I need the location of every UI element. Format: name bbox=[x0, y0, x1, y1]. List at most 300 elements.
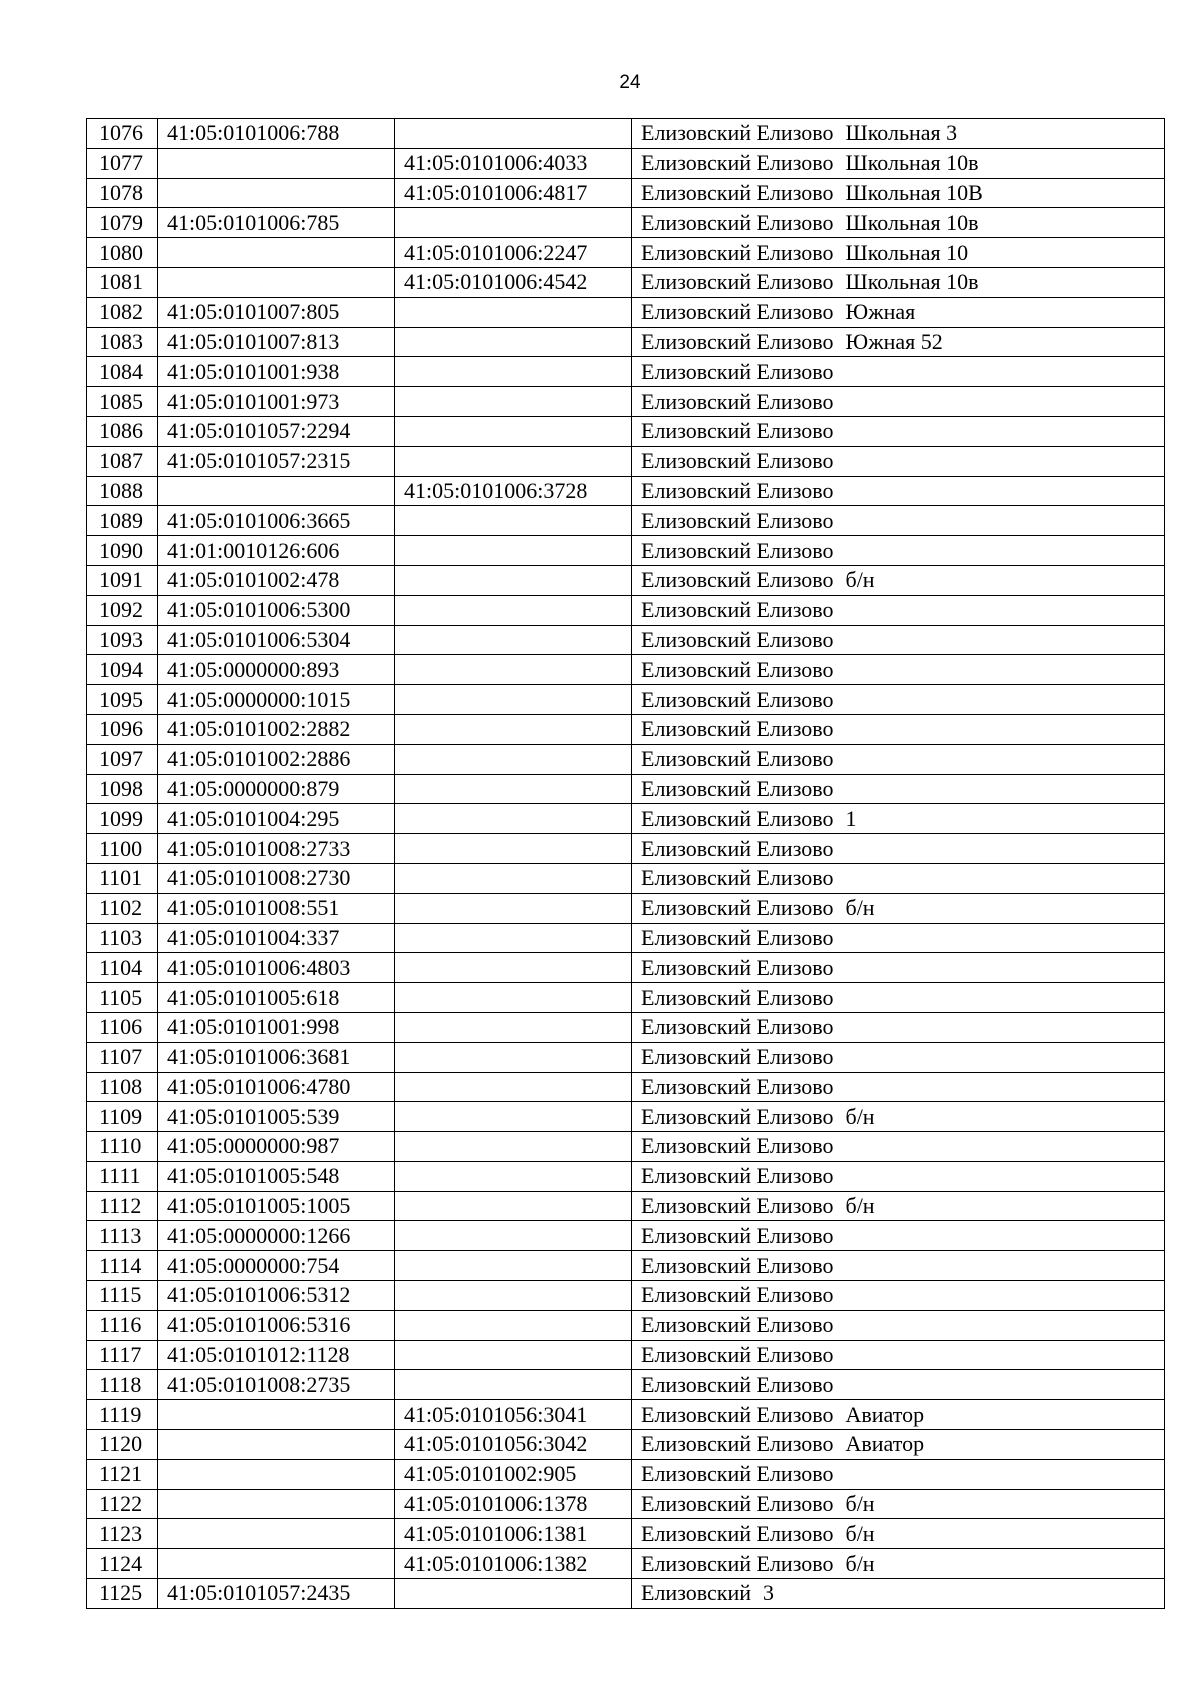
cadastral-number-cell: 41:05:0101002:478 bbox=[158, 565, 395, 595]
address-street: б/н bbox=[845, 1193, 875, 1219]
address-locality: Елизовский Елизово bbox=[641, 805, 834, 831]
address-locality: Елизовский Елизово bbox=[641, 418, 834, 444]
cadastral-number-alt-cell bbox=[395, 1132, 632, 1162]
cadastral-number-alt-cell bbox=[395, 923, 632, 953]
cadastral-number-cell: 41:05:0101006:3681 bbox=[158, 1042, 395, 1072]
table-row bbox=[87, 357, 1165, 387]
table-row bbox=[87, 119, 1165, 149]
cadastral-number-alt-cell bbox=[395, 834, 632, 864]
row-number-cell: 1076 bbox=[87, 119, 158, 149]
address-street: б/н bbox=[845, 567, 875, 593]
cadastral-number-alt-cell bbox=[395, 416, 632, 446]
address-cell bbox=[632, 1102, 1165, 1132]
row-number-cell: 1077 bbox=[87, 148, 158, 178]
address-cell bbox=[632, 1132, 1165, 1162]
address-locality: Елизовский Елизово bbox=[641, 924, 834, 950]
row-number-cell: 1113 bbox=[87, 1221, 158, 1251]
table-row bbox=[87, 893, 1165, 923]
table-row bbox=[87, 714, 1165, 744]
address-locality: Елизовский Елизово bbox=[641, 746, 834, 772]
cadastral-number-alt-cell: 41:05:0101056:3041 bbox=[395, 1400, 632, 1430]
address-street: 1 bbox=[845, 805, 857, 831]
table-row bbox=[87, 923, 1165, 953]
table-row bbox=[87, 953, 1165, 983]
table-row bbox=[87, 655, 1165, 685]
cadastral-number-alt-cell bbox=[395, 1579, 632, 1609]
cadastral-number-cell bbox=[158, 267, 395, 297]
table-row bbox=[87, 744, 1165, 774]
table-row bbox=[87, 1132, 1165, 1162]
address-street: Авиатор bbox=[845, 1401, 925, 1427]
address-cell bbox=[632, 1340, 1165, 1370]
cadastral-number-alt-cell bbox=[395, 1221, 632, 1251]
cadastral-number-cell: 41:05:0101005:548 bbox=[158, 1161, 395, 1191]
table-row bbox=[87, 804, 1165, 834]
cadastral-number-alt-cell bbox=[395, 893, 632, 923]
address-locality: Елизовский Елизово bbox=[641, 1312, 834, 1338]
cadastral-number-cell bbox=[158, 1400, 395, 1430]
cadastral-number-cell bbox=[158, 1459, 395, 1489]
address-locality: Елизовский Елизово bbox=[641, 239, 834, 265]
cadastral-number-cell: 41:05:0101006:5316 bbox=[158, 1310, 395, 1340]
row-number-cell: 1123 bbox=[87, 1519, 158, 1549]
table-row bbox=[87, 476, 1165, 506]
address-street: Школьная 3 bbox=[845, 120, 958, 146]
row-number-cell: 1088 bbox=[87, 476, 158, 506]
table-row bbox=[87, 506, 1165, 536]
cadastral-number-cell: 41:05:0101008:2735 bbox=[158, 1370, 395, 1400]
address-locality: Елизовский Елизово bbox=[641, 1401, 834, 1427]
table-row bbox=[87, 416, 1165, 446]
cadastral-number-cell bbox=[158, 178, 395, 208]
page-number: 24 bbox=[619, 72, 641, 93]
row-number-cell: 1101 bbox=[87, 863, 158, 893]
address-cell bbox=[632, 1281, 1165, 1311]
address-street: б/н bbox=[845, 1103, 875, 1129]
table-row bbox=[87, 1400, 1165, 1430]
cadastral-number-alt-cell bbox=[395, 327, 632, 357]
address-locality: Елизовский Елизово bbox=[641, 179, 834, 205]
cadastral-number-alt-cell bbox=[395, 1251, 632, 1281]
address-locality: Елизовский Елизово bbox=[641, 1193, 834, 1219]
row-number-cell: 1094 bbox=[87, 655, 158, 685]
table-row bbox=[87, 1459, 1165, 1489]
cadastral-number-cell: 41:05:0101002:2882 bbox=[158, 714, 395, 744]
row-number-cell: 1095 bbox=[87, 685, 158, 715]
cadastral-number-alt-cell bbox=[395, 625, 632, 655]
cadastral-number-alt-cell bbox=[395, 1191, 632, 1221]
row-number-cell: 1111 bbox=[87, 1161, 158, 1191]
row-number-cell: 1124 bbox=[87, 1549, 158, 1579]
table-row bbox=[87, 1549, 1165, 1579]
address-cell bbox=[632, 357, 1165, 387]
address-cell bbox=[632, 744, 1165, 774]
address-street: Авиатор bbox=[845, 1431, 925, 1457]
cadastral-number-alt-cell bbox=[395, 774, 632, 804]
address-cell bbox=[632, 893, 1165, 923]
cadastral-number-cell: 41:05:0000000:1266 bbox=[158, 1221, 395, 1251]
table-row bbox=[87, 446, 1165, 476]
address-cell bbox=[632, 1310, 1165, 1340]
address-locality: Елизовский Елизово bbox=[641, 1073, 834, 1099]
address-locality: Елизовский Елизово bbox=[641, 1491, 834, 1517]
table-row bbox=[87, 536, 1165, 566]
address-locality: Елизовский Елизово bbox=[641, 626, 834, 652]
table-row bbox=[87, 1430, 1165, 1460]
address-street: 3 bbox=[763, 1580, 775, 1606]
table-row bbox=[87, 1251, 1165, 1281]
cadastral-number-alt-cell bbox=[395, 357, 632, 387]
address-cell bbox=[632, 1012, 1165, 1042]
cadastral-number-cell bbox=[158, 1430, 395, 1460]
row-number-cell: 1121 bbox=[87, 1459, 158, 1489]
cadastral-number-cell: 41:05:0101005:1005 bbox=[158, 1191, 395, 1221]
address-street: Школьная 10в bbox=[845, 150, 979, 176]
cadastral-number-cell: 41:05:0101006:5300 bbox=[158, 595, 395, 625]
table-row bbox=[87, 774, 1165, 804]
row-number-cell: 1114 bbox=[87, 1251, 158, 1281]
row-number-cell: 1097 bbox=[87, 744, 158, 774]
address-locality: Елизовский Елизово bbox=[641, 775, 834, 801]
address-locality: Елизовский Елизово bbox=[641, 1282, 834, 1308]
address-locality: Елизовский Елизово bbox=[641, 1103, 834, 1129]
row-number-cell: 1079 bbox=[87, 208, 158, 238]
row-number-cell: 1103 bbox=[87, 923, 158, 953]
cadastral-number-alt-cell bbox=[395, 208, 632, 238]
address-cell bbox=[632, 446, 1165, 476]
cadastral-number-cell: 41:05:0101008:551 bbox=[158, 893, 395, 923]
cadastral-number-cell: 41:05:0101057:2435 bbox=[158, 1579, 395, 1609]
cadastral-number-cell bbox=[158, 238, 395, 268]
cadastral-number-cell: 41:05:0101006:4780 bbox=[158, 1072, 395, 1102]
row-number-cell: 1098 bbox=[87, 774, 158, 804]
cadastral-number-alt-cell bbox=[395, 714, 632, 744]
address-locality: Елизовский Елизово bbox=[641, 1222, 834, 1248]
address-locality: Елизовский Елизово bbox=[641, 448, 834, 474]
address-cell bbox=[632, 625, 1165, 655]
cadastral-number-cell: 41:05:0101008:2730 bbox=[158, 863, 395, 893]
row-number-cell: 1122 bbox=[87, 1489, 158, 1519]
cadastral-number-cell: 41:05:0101012:1128 bbox=[158, 1340, 395, 1370]
address-locality: Елизовский Елизово bbox=[641, 507, 834, 533]
address-locality: Елизовский Елизово bbox=[641, 209, 834, 235]
address-locality: Елизовский Елизово bbox=[641, 1252, 834, 1278]
cadastral-number-cell: 41:05:0101005:539 bbox=[158, 1102, 395, 1132]
row-number-cell: 1084 bbox=[87, 357, 158, 387]
address-street: б/н bbox=[845, 1491, 875, 1517]
cadastral-number-alt-cell bbox=[395, 1012, 632, 1042]
cadastral-number-alt-cell: 41:05:0101006:1378 bbox=[395, 1489, 632, 1519]
address-street: Южная bbox=[845, 299, 916, 325]
address-locality: Елизовский Елизово bbox=[641, 537, 834, 563]
row-number-cell: 1112 bbox=[87, 1191, 158, 1221]
address-locality: Елизовский Елизово bbox=[641, 1133, 834, 1159]
cadastral-number-cell: 41:05:0101001:998 bbox=[158, 1012, 395, 1042]
address-locality: Елизовский bbox=[641, 1580, 752, 1606]
cadastral-number-alt-cell bbox=[395, 953, 632, 983]
cadastral-number-alt-cell: 41:05:0101056:3042 bbox=[395, 1430, 632, 1460]
table-row bbox=[87, 297, 1165, 327]
table-row bbox=[87, 1012, 1165, 1042]
cadastral-number-cell: 41:05:0000000:893 bbox=[158, 655, 395, 685]
table-row bbox=[87, 1489, 1165, 1519]
table-row bbox=[87, 983, 1165, 1013]
cadastral-number-alt-cell: 41:05:0101006:1381 bbox=[395, 1519, 632, 1549]
address-locality: Елизовский Елизово bbox=[641, 716, 834, 742]
address-cell bbox=[632, 953, 1165, 983]
table-row bbox=[87, 267, 1165, 297]
cadastral-number-alt-cell bbox=[395, 119, 632, 149]
address-cell bbox=[632, 655, 1165, 685]
row-number-cell: 1090 bbox=[87, 536, 158, 566]
cadastral-number-cell bbox=[158, 476, 395, 506]
address-street: Школьная 10 bbox=[845, 239, 969, 265]
cadastral-number-alt-cell bbox=[395, 1281, 632, 1311]
address-cell bbox=[632, 774, 1165, 804]
table-row bbox=[87, 1340, 1165, 1370]
cadastral-number-cell bbox=[158, 148, 395, 178]
address-locality: Елизовский Елизово bbox=[641, 895, 834, 921]
address-cell bbox=[632, 178, 1165, 208]
cadastral-number-cell: 41:05:0000000:879 bbox=[158, 774, 395, 804]
cadastral-number-alt-cell bbox=[395, 1102, 632, 1132]
address-cell bbox=[632, 1161, 1165, 1191]
address-locality: Елизовский Елизово bbox=[641, 1461, 834, 1487]
address-cell bbox=[632, 1042, 1165, 1072]
address-locality: Елизовский Елизово bbox=[641, 328, 834, 354]
table-row bbox=[87, 1281, 1165, 1311]
address-cell bbox=[632, 536, 1165, 566]
address-cell bbox=[632, 1251, 1165, 1281]
address-cell bbox=[632, 1072, 1165, 1102]
row-number-cell: 1086 bbox=[87, 416, 158, 446]
address-locality: Елизовский Елизово bbox=[641, 686, 834, 712]
cadastral-number-alt-cell bbox=[395, 297, 632, 327]
cadastral-number-alt-cell: 41:05:0101002:905 bbox=[395, 1459, 632, 1489]
cadastral-number-alt-cell bbox=[395, 565, 632, 595]
row-number-cell: 1104 bbox=[87, 953, 158, 983]
table-body bbox=[87, 119, 1165, 1609]
cadastral-number-alt-cell bbox=[395, 1072, 632, 1102]
row-number-cell: 1120 bbox=[87, 1430, 158, 1460]
row-number-cell: 1110 bbox=[87, 1132, 158, 1162]
table-row bbox=[87, 1102, 1165, 1132]
row-number-cell: 1099 bbox=[87, 804, 158, 834]
address-cell bbox=[632, 1400, 1165, 1430]
table-row bbox=[87, 1042, 1165, 1072]
row-number-cell: 1080 bbox=[87, 238, 158, 268]
cadastral-number-cell: 41:05:0101004:337 bbox=[158, 923, 395, 953]
address-cell bbox=[632, 1549, 1165, 1579]
row-number-cell: 1109 bbox=[87, 1102, 158, 1132]
address-locality: Елизовский Елизово bbox=[641, 150, 834, 176]
cadastral-number-alt-cell bbox=[395, 1340, 632, 1370]
cadastral-number-alt-cell: 41:05:0101006:4033 bbox=[395, 148, 632, 178]
cadastral-number-alt-cell bbox=[395, 1310, 632, 1340]
address-locality: Елизовский Елизово bbox=[641, 269, 834, 295]
cadastral-number-alt-cell bbox=[395, 804, 632, 834]
cadastral-number-cell: 41:05:0101004:295 bbox=[158, 804, 395, 834]
row-number-cell: 1078 bbox=[87, 178, 158, 208]
address-cell bbox=[632, 1519, 1165, 1549]
address-street: Школьная 10в bbox=[845, 269, 979, 295]
table-row bbox=[87, 595, 1165, 625]
row-number-cell: 1117 bbox=[87, 1340, 158, 1370]
address-street: Школьная 10в bbox=[845, 209, 979, 235]
table-row bbox=[87, 834, 1165, 864]
address-cell bbox=[632, 923, 1165, 953]
table-row bbox=[87, 1579, 1165, 1609]
address-street: б/н bbox=[845, 1550, 875, 1576]
address-locality: Елизовский Елизово bbox=[641, 597, 834, 623]
row-number-cell: 1106 bbox=[87, 1012, 158, 1042]
table-row bbox=[87, 685, 1165, 715]
table-row bbox=[87, 1221, 1165, 1251]
row-number-cell: 1100 bbox=[87, 834, 158, 864]
address-locality: Елизовский Елизово bbox=[641, 1342, 834, 1368]
table-row bbox=[87, 148, 1165, 178]
table-row bbox=[87, 565, 1165, 595]
address-cell bbox=[632, 983, 1165, 1013]
cadastral-number-alt-cell bbox=[395, 387, 632, 417]
cadastral-number-alt-cell bbox=[395, 446, 632, 476]
address-cell bbox=[632, 416, 1165, 446]
cadastral-number-cell bbox=[158, 1549, 395, 1579]
cadastral-number-cell: 41:05:0101002:2886 bbox=[158, 744, 395, 774]
address-locality: Елизовский Елизово bbox=[641, 1014, 834, 1040]
row-number-cell: 1082 bbox=[87, 297, 158, 327]
cadastral-number-cell: 41:05:0101005:618 bbox=[158, 983, 395, 1013]
cadastral-number-cell: 41:05:0101007:813 bbox=[158, 327, 395, 357]
table-row bbox=[87, 863, 1165, 893]
address-locality: Елизовский Елизово bbox=[641, 984, 834, 1010]
row-number-cell: 1081 bbox=[87, 267, 158, 297]
address-locality: Елизовский Елизово bbox=[641, 954, 834, 980]
address-cell bbox=[632, 327, 1165, 357]
address-street: Школьная 10В bbox=[845, 179, 983, 205]
address-street: Южная 52 bbox=[845, 328, 943, 354]
row-number-cell: 1105 bbox=[87, 983, 158, 1013]
cadastral-number-alt-cell bbox=[395, 983, 632, 1013]
cadastral-number-cell: 41:05:0000000:754 bbox=[158, 1251, 395, 1281]
row-number-cell: 1092 bbox=[87, 595, 158, 625]
address-locality: Елизовский Елизово bbox=[641, 388, 834, 414]
address-cell bbox=[632, 119, 1165, 149]
row-number-cell: 1096 bbox=[87, 714, 158, 744]
cadastral-number-alt-cell bbox=[395, 1161, 632, 1191]
table-row bbox=[87, 1072, 1165, 1102]
address-cell bbox=[632, 863, 1165, 893]
cadastral-number-alt-cell bbox=[395, 595, 632, 625]
table-row bbox=[87, 327, 1165, 357]
address-cell bbox=[632, 685, 1165, 715]
address-cell bbox=[632, 387, 1165, 417]
address-cell bbox=[632, 714, 1165, 744]
address-locality: Елизовский Елизово bbox=[641, 299, 834, 325]
address-locality: Елизовский Елизово bbox=[641, 1371, 834, 1397]
cadastral-number-cell: 41:05:0101006:4803 bbox=[158, 953, 395, 983]
row-number-cell: 1089 bbox=[87, 506, 158, 536]
address-locality: Елизовский Елизово bbox=[641, 477, 834, 503]
cadastral-number-cell: 41:05:0101006:788 bbox=[158, 119, 395, 149]
address-cell bbox=[632, 208, 1165, 238]
row-number-cell: 1107 bbox=[87, 1042, 158, 1072]
table-row bbox=[87, 625, 1165, 655]
cadastral-number-alt-cell bbox=[395, 1370, 632, 1400]
cadastral-number-alt-cell: 41:05:0101006:3728 bbox=[395, 476, 632, 506]
address-cell bbox=[632, 1459, 1165, 1489]
address-street: б/н bbox=[845, 895, 875, 921]
address-cell bbox=[632, 834, 1165, 864]
cadastral-number-cell bbox=[158, 1489, 395, 1519]
cadastral-number-alt-cell: 41:05:0101006:4542 bbox=[395, 267, 632, 297]
address-street: б/н bbox=[845, 1520, 875, 1546]
address-cell bbox=[632, 1579, 1165, 1609]
cadastral-number-alt-cell bbox=[395, 744, 632, 774]
cadastral-number-cell: 41:05:0101006:5304 bbox=[158, 625, 395, 655]
cadastral-number-cell: 41:05:0101057:2315 bbox=[158, 446, 395, 476]
address-locality: Елизовский Елизово bbox=[641, 358, 834, 384]
address-cell bbox=[632, 565, 1165, 595]
address-cell bbox=[632, 1221, 1165, 1251]
row-number-cell: 1085 bbox=[87, 387, 158, 417]
address-cell bbox=[632, 1370, 1165, 1400]
row-number-cell: 1102 bbox=[87, 893, 158, 923]
address-cell bbox=[632, 267, 1165, 297]
registry-table bbox=[86, 118, 1165, 1609]
table-row bbox=[87, 387, 1165, 417]
row-number-cell: 1091 bbox=[87, 565, 158, 595]
address-locality: Елизовский Елизово bbox=[641, 1431, 834, 1457]
cadastral-number-alt-cell bbox=[395, 863, 632, 893]
table-row bbox=[87, 1519, 1165, 1549]
row-number-cell: 1108 bbox=[87, 1072, 158, 1102]
table-row bbox=[87, 178, 1165, 208]
cadastral-number-alt-cell: 41:05:0101006:4817 bbox=[395, 178, 632, 208]
row-number-cell: 1119 bbox=[87, 1400, 158, 1430]
cadastral-number-cell: 41:05:0101001:973 bbox=[158, 387, 395, 417]
cadastral-number-alt-cell: 41:05:0101006:2247 bbox=[395, 238, 632, 268]
address-locality: Елизовский Елизово bbox=[641, 1044, 834, 1070]
cadastral-number-alt-cell: 41:05:0101006:1382 bbox=[395, 1549, 632, 1579]
address-locality: Елизовский Елизово bbox=[641, 567, 834, 593]
cadastral-number-cell: 41:05:0000000:1015 bbox=[158, 685, 395, 715]
cadastral-number-cell: 41:05:0101006:3665 bbox=[158, 506, 395, 536]
table-row bbox=[87, 238, 1165, 268]
address-cell bbox=[632, 1489, 1165, 1519]
table-row bbox=[87, 1191, 1165, 1221]
address-cell bbox=[632, 1430, 1165, 1460]
table-row bbox=[87, 208, 1165, 238]
row-number-cell: 1115 bbox=[87, 1281, 158, 1311]
cadastral-number-alt-cell bbox=[395, 1042, 632, 1072]
cadastral-number-alt-cell bbox=[395, 506, 632, 536]
row-number-cell: 1125 bbox=[87, 1579, 158, 1609]
address-locality: Елизовский Елизово bbox=[641, 1520, 834, 1546]
cadastral-number-cell: 41:01:0010126:606 bbox=[158, 536, 395, 566]
address-locality: Елизовский Елизово bbox=[641, 1550, 834, 1576]
address-cell bbox=[632, 297, 1165, 327]
cadastral-number-cell: 41:05:0101006:785 bbox=[158, 208, 395, 238]
cadastral-number-cell: 41:05:0101057:2294 bbox=[158, 416, 395, 446]
row-number-cell: 1087 bbox=[87, 446, 158, 476]
row-number-cell: 1118 bbox=[87, 1370, 158, 1400]
cadastral-number-alt-cell bbox=[395, 655, 632, 685]
address-locality: Елизовский Елизово bbox=[641, 1163, 834, 1189]
table-row bbox=[87, 1161, 1165, 1191]
address-locality: Елизовский Елизово bbox=[641, 835, 834, 861]
address-cell bbox=[632, 506, 1165, 536]
